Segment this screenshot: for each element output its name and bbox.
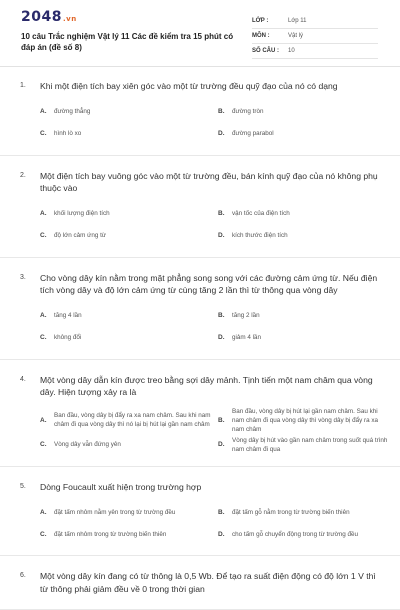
meta-row-class — [252, 14, 378, 29]
option-text: Ban đầu, vòng dây bị hút lại gần nam châm. Sau khi nam châm đi qua vòng dây thì vòng dây bị đẩy ra xa nam châm — [232, 407, 378, 433]
option-letter: D. — [218, 441, 225, 448]
option-letter: B. — [218, 508, 225, 516]
meta-key: SỐ CÂU : — [252, 48, 279, 54]
option-letter: C. — [40, 130, 47, 137]
answer-option[interactable] — [40, 225, 212, 247]
option-letter: A. — [40, 210, 47, 217]
option-letter: A. — [40, 108, 47, 115]
question-text: Khi một điện tích bay xiên góc vào một từ trường đều quỹ đạo của nó có dạng — [40, 81, 338, 91]
meta-key: LỚP : — [252, 18, 269, 24]
option-text: đặt tấm nhôm nằm yên trong từ trường đều — [54, 508, 176, 516]
option-text: độ lớn cảm ứng từ — [54, 232, 107, 239]
option-text: Vòng dây vẫn đứng yên — [54, 441, 121, 448]
question-number: 2. — [20, 171, 26, 179]
question-number: 6. — [20, 572, 26, 579]
option-letter: A. — [40, 416, 47, 424]
question-head — [20, 80, 380, 93]
answer-option[interactable] — [218, 123, 390, 145]
question-text: Một vòng dây dẫn kín được treo bằng sợi dây mảnh. Tịnh tiến một nam châm qua vòng dây. Hiện tượng xảy ra là — [40, 374, 373, 397]
answer-options — [20, 399, 388, 466]
option-letter: B. — [218, 210, 225, 217]
answer-option[interactable] — [218, 305, 390, 327]
option-text: cho tấm gỗ chuyển động trong từ trường đều — [232, 530, 358, 538]
answer-option[interactable] — [218, 523, 390, 545]
answer-options — [20, 493, 380, 555]
document-meta — [252, 14, 378, 59]
option-letter: C. — [40, 334, 47, 341]
meta-value: Lớp 11 — [288, 18, 307, 24]
answer-option[interactable] — [40, 101, 212, 123]
option-text: tăng 4 lần — [54, 312, 82, 319]
meta-value: Vật lý — [288, 33, 304, 39]
option-letter: C. — [40, 232, 47, 239]
option-text: kích thước điện tích — [232, 232, 288, 239]
answer-option[interactable] — [40, 434, 212, 456]
answer-options — [20, 195, 380, 257]
question-number: 5. — [20, 482, 26, 490]
answer-option[interactable] — [40, 327, 212, 349]
answer-option[interactable] — [218, 327, 390, 349]
option-text: Ban đầu, vòng dây bị đẩy ra xa nam châm. Sau khi nam châm đi qua vòng dây thì nó lại bị hút lại gần nam châm — [54, 412, 211, 428]
option-text: đường tròn — [232, 108, 264, 115]
page-header — [0, 0, 400, 67]
question-number: 3. — [20, 273, 26, 281]
option-text: tăng 2 lần — [232, 312, 260, 319]
question-text: Cho vòng dây kín nằm trong mặt phẳng song song với các đường cảm ứng từ. Nếu điện tích vòng dây và độ lớn cảm ứng từ cùng tăng 2 lần thì từ thông qua vòng dây — [40, 272, 378, 295]
option-text: vận tốc của điện tích — [232, 210, 290, 217]
option-text: đặt tấm nhôm trong từ trường biến thiên — [54, 530, 167, 538]
option-letter: B. — [218, 312, 225, 319]
answer-option[interactable] — [40, 523, 212, 545]
question-text: Một điện tích bay vuông góc vào một từ trường đều, bán kính quỹ đạo của nó không phụ thuộc vào — [40, 170, 378, 193]
site-logo[interactable] — [21, 9, 77, 25]
question-head — [20, 374, 380, 399]
option-text: khối lượng điện tích — [54, 210, 110, 217]
meta-row-subject — [252, 29, 378, 44]
option-letter: D. — [218, 334, 225, 341]
question-item — [0, 258, 400, 360]
question-number: 1. — [20, 82, 26, 89]
document-title: 10 câu Trắc nghiệm Vật lý 11 Các đề kiểm tra 15 phút có đáp án (đề số 8) — [21, 32, 234, 52]
answer-options — [20, 297, 380, 359]
option-letter: C. — [40, 530, 47, 538]
answer-option[interactable] — [218, 101, 390, 123]
option-letter: D. — [218, 530, 225, 538]
answer-option[interactable] — [218, 407, 390, 434]
question-head — [20, 481, 380, 494]
option-text: đường parabol — [232, 130, 274, 137]
option-letter: A. — [40, 508, 47, 516]
question-item — [0, 66, 400, 156]
option-text: Vòng dây bị hút vào gần nam châm trong suốt quá trình nam châm đi qua — [232, 436, 388, 453]
question-item — [0, 156, 400, 258]
option-letter: C. — [40, 441, 47, 448]
answer-option[interactable] — [40, 501, 212, 523]
option-text: đặt tấm gỗ nằm trong từ trường biến thiên — [232, 508, 350, 516]
option-text: giảm 4 lần — [232, 334, 262, 341]
meta-value: 10 — [288, 48, 295, 54]
meta-row-count — [252, 44, 378, 59]
answer-option[interactable] — [218, 203, 390, 225]
question-item — [0, 556, 400, 610]
answer-option[interactable] — [218, 225, 390, 247]
option-letter: B. — [218, 108, 225, 115]
answer-option[interactable] — [40, 407, 212, 434]
question-number: 4. — [20, 375, 26, 383]
option-letter: D. — [218, 130, 225, 137]
answer-option[interactable] — [218, 434, 390, 456]
answer-option[interactable] — [40, 203, 212, 225]
option-letter: D. — [218, 232, 225, 239]
question-head — [20, 570, 380, 595]
meta-key: MÔN : — [252, 33, 270, 39]
answer-option[interactable] — [40, 123, 212, 145]
option-text: hình lò xo — [54, 130, 82, 137]
question-list — [0, 66, 400, 610]
question-item — [0, 467, 400, 557]
question-head — [20, 272, 380, 297]
question-item — [0, 360, 400, 467]
question-text: Một vòng dây kín đang có từ thông là 0,5 Wb. Để tạo ra suất điện động có độ lớn 1 V thì từ thông phải giảm đều về 0 trong thời gian — [40, 571, 376, 594]
logo-tld: .vn — [62, 15, 77, 23]
question-text: Dòng Foucault xuất hiện trong trường hợp — [40, 481, 202, 492]
option-text: không đổi — [54, 334, 82, 341]
logo-text: 2048 — [21, 9, 62, 25]
answer-option[interactable] — [218, 501, 390, 523]
answer-options — [20, 93, 380, 155]
option-text: đường thẳng — [54, 108, 91, 115]
answer-option[interactable] — [40, 305, 212, 327]
option-letter: A. — [40, 312, 47, 319]
question-head — [20, 170, 380, 195]
option-letter: B. — [218, 416, 225, 424]
